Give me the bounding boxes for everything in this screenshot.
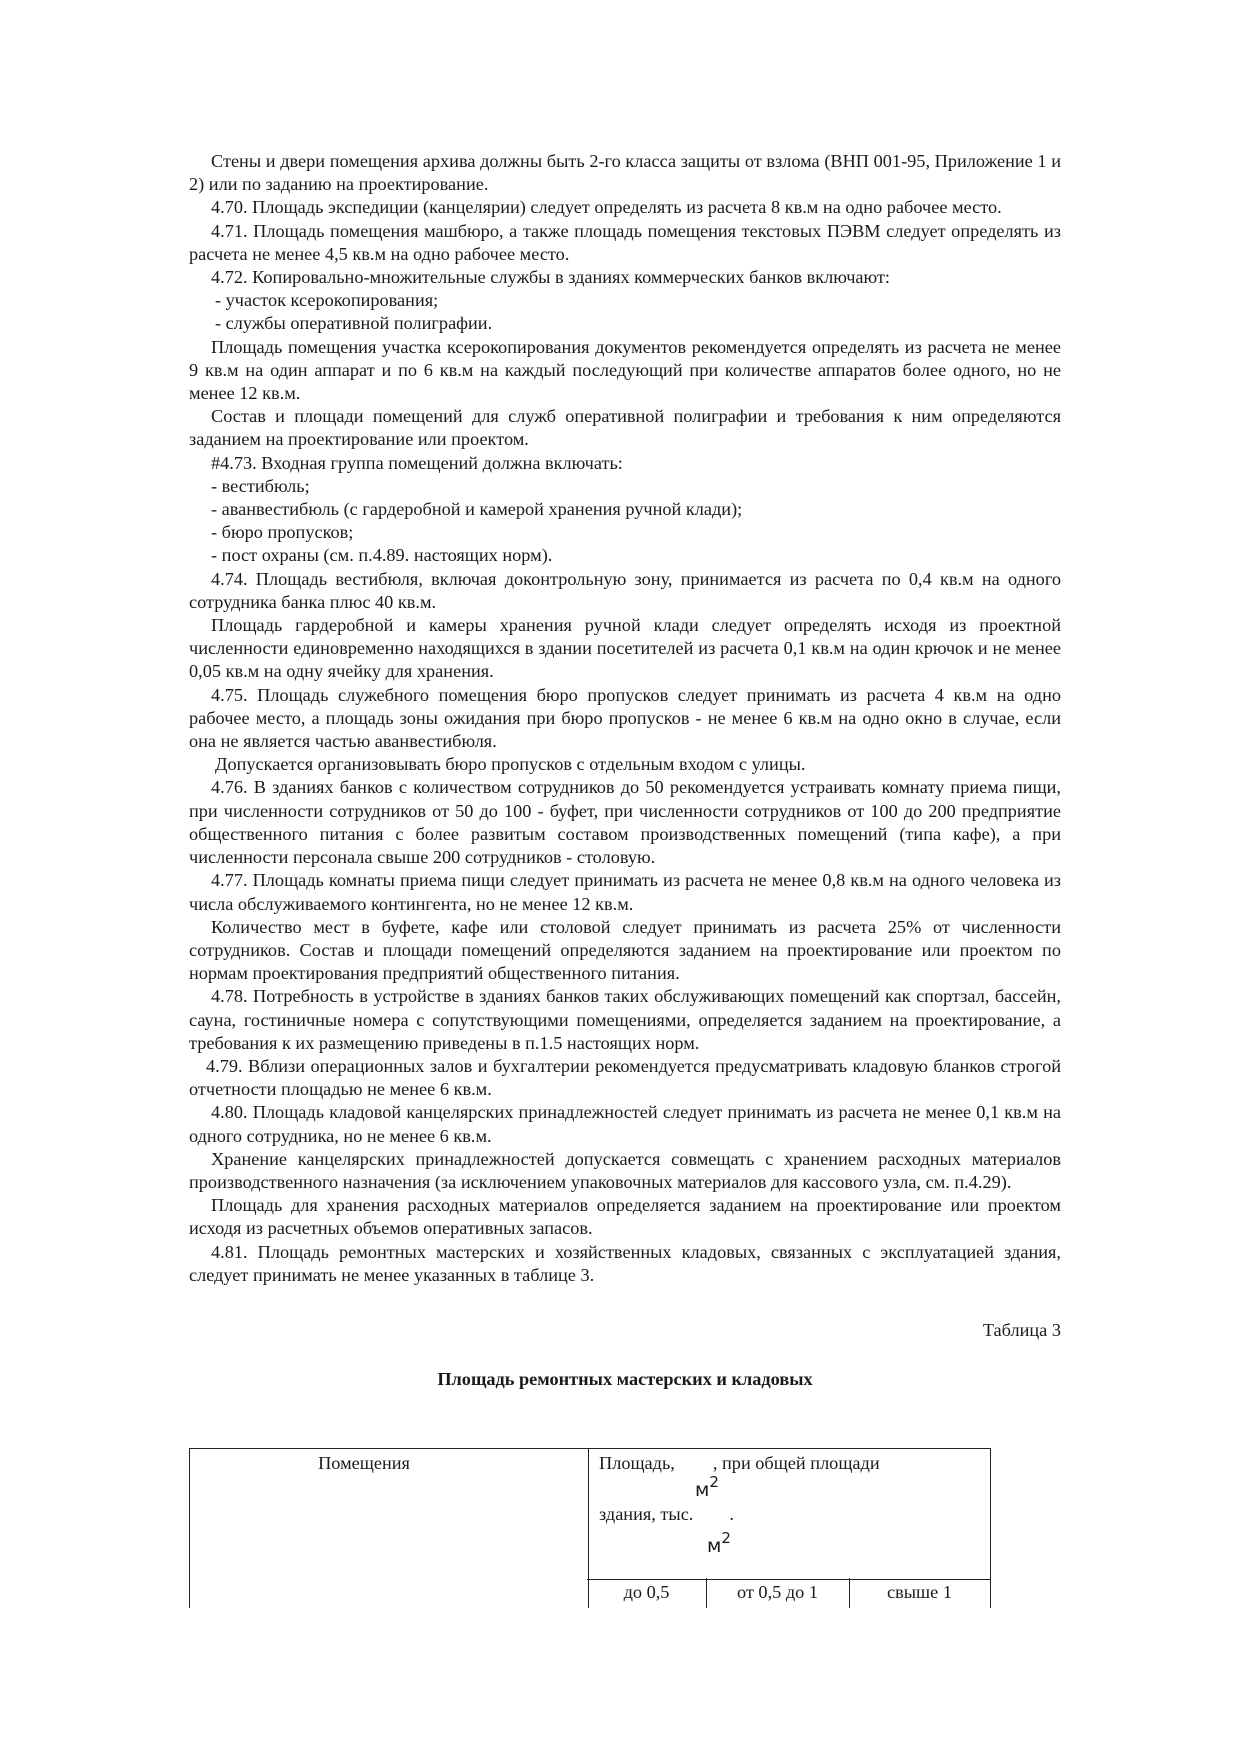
paragraph-4-75: 4.75. Площадь служебного помещения бюро пропусков следует принимать из расчета 4 кв.м на одно рабочее место, а площадь зоны ожидания при бюро пропусков - не менее 6 кв.м на одно окно в случае, если она не является частью аванвестибюля. (189, 684, 1061, 752)
table-header-area-part4: . (729, 1504, 734, 1524)
table-header-area-part3: здания, тыс. (599, 1504, 694, 1524)
table-header-area-part1: Площадь, (599, 1453, 675, 1473)
paragraph-polygraphy-composition: Состав и площади помещений для служб оперативной полиграфии и требования к ним определяются заданием на проектирование или проектом. (189, 406, 1061, 450)
table-header-area-line2 (599, 1503, 734, 1525)
list-item-security-post: - пост охраны (см. п.4.89. настоящих норм). (211, 545, 553, 566)
paragraph-4-73: #4.73. Входная группа помещений должна включать: (211, 452, 623, 473)
document-page (189, 150, 1061, 1391)
table-header-area (587, 1448, 991, 1580)
paragraph-4-79: 4.79. Вблизи операционных залов и бухгалтерии рекомендуется предусматривать кладовую бланков строгой отчетности площадью не менее 6 кв.м. (189, 1055, 1061, 1100)
table-header-rooms-label: Помещения (318, 1453, 410, 1473)
list-item-vestibule: - вестибюль; (211, 475, 310, 496)
paragraph-seats-count: Количество мест в буфете, кафе или столовой следует принимать из расчета 25% от численности сотрудников. Состав и площади помещений определяются заданием на проектирование или проектом по нормам проектирования предприятий общественного питания. (189, 916, 1061, 984)
unit-square-meter: $м^2$ (695, 1473, 719, 1501)
paragraph-4-76: 4.76. В зданиях банков с количеством сотрудников до 50 рекомендуется устраивать комнату приема пищи, при численности сотрудников от 50 до 100 - буфет, при численности сотрудников от 100 до 200 предприятие общественного питания с более развитым составом производственных помещений (типа кафе), а при численности персонала свыше 200 сотрудников - столовую. (189, 777, 1061, 868)
unit-square-meter-2: $м^2$ (707, 1529, 731, 1557)
paragraph-4-81: 4.81. Площадь ремонтных мастерских и хозяйственных кладовых, связанных с эксплуатацией здания, следует принимать не менее указанных в таблице 3. (189, 1241, 1061, 1285)
table-number: Таблица 3 (982, 1319, 1061, 1340)
paragraph-4-80: 4.80. Площадь кладовой канцелярских принадлежностей следует принимать из расчета не менее 0,1 кв.м на одного сотрудника, но не менее 6 кв.м. (189, 1102, 1061, 1146)
paragraph-consumables-storage: Площадь для хранения расходных материалов определяется заданием на проектирование или проектом исходя из расчетных объемов оперативных запасов. (189, 1195, 1061, 1239)
table-title: Площадь ремонтных мастерских и кладовых (437, 1368, 813, 1389)
paragraph-archive-walls: Стены и двери помещения архива должны быть 2-го класса защиты от взлома (ВНП 001-95, Приложение 1 и 2) или по заданию на проектирование. (189, 151, 1061, 195)
table-subheader-over-1: свыше 1 (849, 1578, 991, 1608)
table-header-rooms (189, 1448, 589, 1608)
paragraph-4-77: 4.77. Площадь комнаты приема пищи следует принимать из расчета не менее 0,8 кв.м на одного человека из числа обслуживаемого контингента, но не менее 12 кв.м. (189, 870, 1061, 914)
paragraph-pass-office-entrance: Допускается организовывать бюро пропусков с отдельным входом с улицы. (215, 754, 806, 775)
paragraph-4-74: 4.74. Площадь вестибюля, включая доконтрольную зону, принимается из расчета по 0,4 кв.м на одного сотрудника банка плюс 40 кв.м. (189, 568, 1061, 612)
table-subheader-up-to-0-5: до 0,5 (587, 1578, 707, 1608)
list-item-pre-vestibule: - аванвестибюль (с гардеробной и камерой хранения ручной клади); (211, 499, 743, 520)
paragraph-4-72: 4.72. Копировально-множительные службы в зданиях коммерческих банков включают: (211, 267, 891, 288)
list-item-pass-office: - бюро пропусков; (211, 522, 354, 543)
paragraph-cloakroom-area: Площадь гардеробной и камеры хранения ручной клади следует определять исходя из проектной численности единовременно находящихся в здании посетителей из расчета 0,1 кв.м на один крючок и не менее 0,05 кв.м на одну ячейку для хранения. (189, 615, 1061, 682)
list-item-xerox: - участок ксерокопирования; (215, 290, 439, 311)
paragraph-4-71: 4.71. Площадь помещения машбюро, а также площадь помещения текстовых ПЭВМ следует определять из расчета не менее 4,5 кв.м на одно рабочее место. (189, 220, 1061, 264)
list-item-polygraphy: - службы оперативной полиграфии. (215, 313, 493, 334)
paragraph-4-70: 4.70. Площадь экспедиции (канцелярии) следует определять из расчета 8 кв.м на одно рабочее место. (211, 197, 1002, 218)
table-header-area-part2: , при общей площади (712, 1453, 880, 1473)
paragraph-xerox-area: Площадь помещения участка ксерокопирования документов рекомендуется определять из расчета не менее 9 кв.м на один аппарат и по 6 кв.м на каждый последующий при количестве аппаратов более одного, но не менее 12 кв.м. (189, 336, 1061, 404)
paragraph-4-78: 4.78. Потребность в устройстве в зданиях банков таких обслуживающих помещений как спортзал, бассейн, сауна, гостиничные номера с сопутствующими помещениями, определяется заданием на проектирование, а требования к их размещению приведены в п.1.5 настоящих норм. (189, 986, 1061, 1053)
paragraph-stationery-storage: Хранение канцелярских принадлежностей допускается совмещать с хранением расходных материалов производственного назначения (за исключением упаковочных материалов для кассового узла, см. п.4.29). (189, 1148, 1061, 1192)
table-subheader-0-5-to-1: от 0,5 до 1 (706, 1578, 850, 1608)
area-table (189, 1448, 991, 1608)
